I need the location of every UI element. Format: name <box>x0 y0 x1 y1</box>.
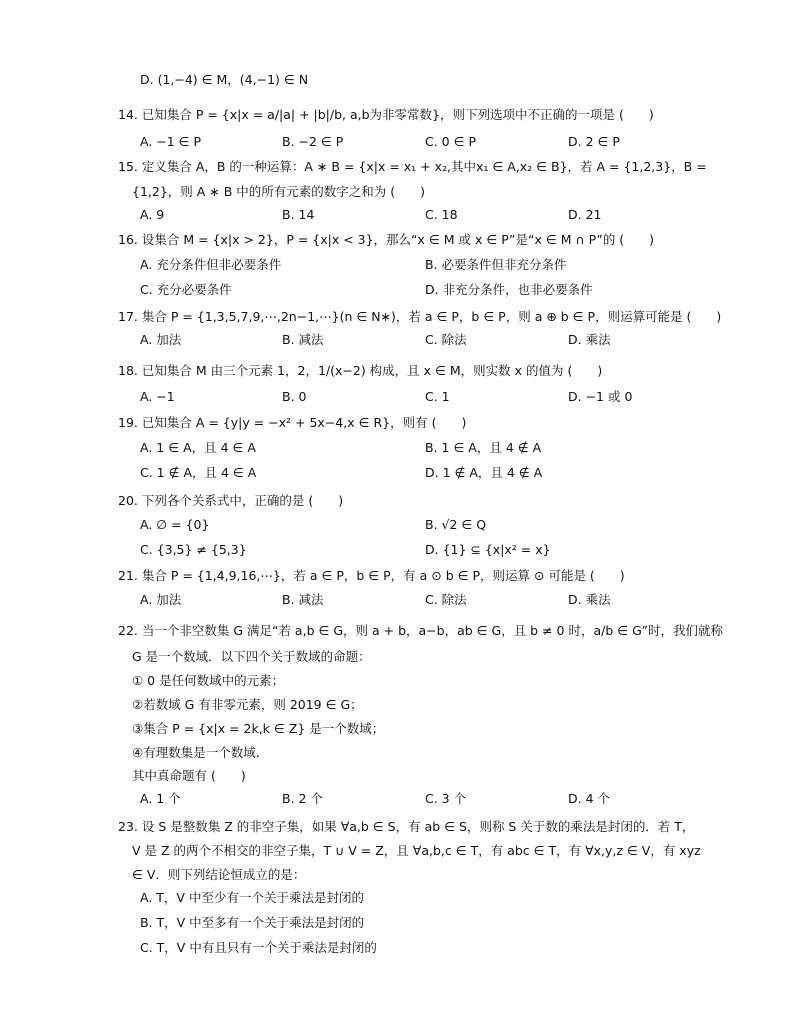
question-text-line: 14. 已知集合 P = {x|x = a/|a| + |b|/b, a,b为非零常数}，则下列选项中不正确的一项是 ( ) <box>118 107 654 122</box>
answer-option: A. 充分条件但非必要条件 <box>140 257 282 272</box>
question-text-line: 20. 下列各个关系式中，正确的是 ( ) <box>118 493 344 508</box>
question-text-line: 18. 已知集合 M 由三个元素 1，2，1/(x−2) 构成，且 x ∈ M，则实数 x 的值为 ( ) <box>118 363 603 378</box>
answer-option: A. −1 ∈ P <box>140 134 202 149</box>
answer-option: C. 1 <box>425 389 450 404</box>
answer-option: B. 1 ∈ A，且 4 ∉ A <box>425 440 542 455</box>
answer-option: C. 除法 <box>425 592 467 607</box>
answer-option: A. 1 ∈ A，且 4 ∈ A <box>140 440 256 455</box>
question-text-line: 21. 集合 P = {1,4,9,16,⋯}，若 a ∈ P，b ∈ P，有 a ⊙ b ∈ P，则运算 ⊙ 可能是 ( ) <box>118 568 625 583</box>
question-text-line: 23. 设 S 是整数集 Z 的非空子集，如果 ∀a,b ∈ S，有 ab ∈ S，则称 S 关于数的乘法是封闭的．若 T， <box>118 819 695 834</box>
answer-option: B. −2 ∈ P <box>282 134 344 149</box>
answer-option: C. 3 个 <box>425 791 467 806</box>
answer-option: B. √2 ∈ Q <box>425 517 487 532</box>
answer-option: B. 减法 <box>282 592 324 607</box>
answer-option: D. −1 或 0 <box>568 389 633 404</box>
answer-option: D. 乘法 <box>568 592 611 607</box>
question-text-line: ③集合 P = {x|x = 2k,k ∈ Z} 是一个数域； <box>132 721 385 736</box>
answer-option: D. 4 个 <box>568 791 610 806</box>
question-text-line: ① 0 是任何数域中的元素； <box>132 673 285 688</box>
answer-option: C. 1 ∉ A，且 4 ∈ A <box>140 465 257 480</box>
answer-option: D. 乘法 <box>568 332 611 347</box>
answer-option: A. 1 个 <box>140 791 181 806</box>
answer-option: A. 加法 <box>140 592 182 607</box>
question-text-line: 15. 定义集合 A，B 的一种运算：A ∗ B = {x|x = x₁ + x₂,其中x₁ ∈ A,x₂ ∈ B}，若 A = {1,2,3}，B = <box>118 159 707 174</box>
answer-option: C. 0 ∈ P <box>425 134 477 149</box>
question-text-line: C. T，V 中有且只有一个关于乘法是封闭的 <box>140 940 377 955</box>
answer-option: C. 18 <box>425 207 458 222</box>
answer-option: C. {3,5} ≠ {5,3} <box>140 542 247 557</box>
answer-option: B. 必要条件但非充分条件 <box>425 257 567 272</box>
question-text-line: 22. 当一个非空数集 G 满足“若 a,b ∈ G，则 a + b，a−b，ab ∈ G，且 b ≠ 0 时，a/b ∈ G”时，我们就称 <box>118 623 723 638</box>
answer-option: A. 9 <box>140 207 165 222</box>
answer-option: B. 减法 <box>282 332 324 347</box>
question-text-line: 19. 已知集合 A = {y|y = −x² + 5x−4,x ∈ R}，则有 ( ) <box>118 415 467 430</box>
question-text-line: ④有理数集是一个数域． <box>132 745 269 760</box>
answer-option: D. 2 ∈ P <box>568 134 620 149</box>
answer-option: B. 2 个 <box>282 791 323 806</box>
answer-option: D. {1} ⊆ {x|x² = x} <box>425 542 551 557</box>
answer-option: D. 1 ∉ A，且 4 ∉ A <box>425 465 543 480</box>
answer-option: A. −1 <box>140 389 175 404</box>
answer-option: C. 除法 <box>425 332 467 347</box>
question-text-line: A. T，V 中至少有一个关于乘法是封闭的 <box>140 890 364 905</box>
question-text-line: {1,2}，则 A ∗ B 中的所有元素的数字之和为 ( ) <box>132 184 426 199</box>
question-text-line: ∈ V．则下列结论恒成立的是： <box>132 867 306 882</box>
answer-option: D. 非充分条件，也非必要条件 <box>425 282 593 297</box>
answer-option: B. 0 <box>282 389 307 404</box>
answer-option: D. 21 <box>568 207 602 222</box>
answer-option: B. 14 <box>282 207 315 222</box>
question-text-line: B. T，V 中至多有一个关于乘法是封闭的 <box>140 915 365 930</box>
question-text-line: D. (1,−4) ∈ M，(4,−1) ∈ N <box>140 72 309 87</box>
answer-option: C. 充分必要条件 <box>140 282 232 297</box>
answer-option: A. ∅ = {0} <box>140 517 210 532</box>
question-text-line: V 是 Z 的两个不相交的非空子集，T ∪ V = Z，且 ∀a,b,c ∈ T，有 abc ∈ T，有 ∀x,y,z ∈ V，有 xyz <box>132 843 701 858</box>
question-text-line: ②若数域 G 有非零元素，则 2019 ∈ G； <box>132 697 363 712</box>
question-text-line: 16. 设集合 M = {x|x > 2}，P = {x|x < 3}，那么“x ∈ M 或 x ∈ P”是“x ∈ M ∩ P”的 ( ) <box>118 232 655 247</box>
question-text-line: 17. 集合 P = {1,3,5,7,9,⋯,2n−1,⋯}(n ∈ N∗)，若 a ∈ P，b ∈ P，则 a ⊕ b ∈ P，则运算可能是 ( ) <box>118 309 722 324</box>
question-text-line: 其中真命题有 ( ) <box>132 768 246 783</box>
answer-option: A. 加法 <box>140 332 182 347</box>
question-text-line: G 是一个数域．以下四个关于数域的命题： <box>132 649 371 664</box>
